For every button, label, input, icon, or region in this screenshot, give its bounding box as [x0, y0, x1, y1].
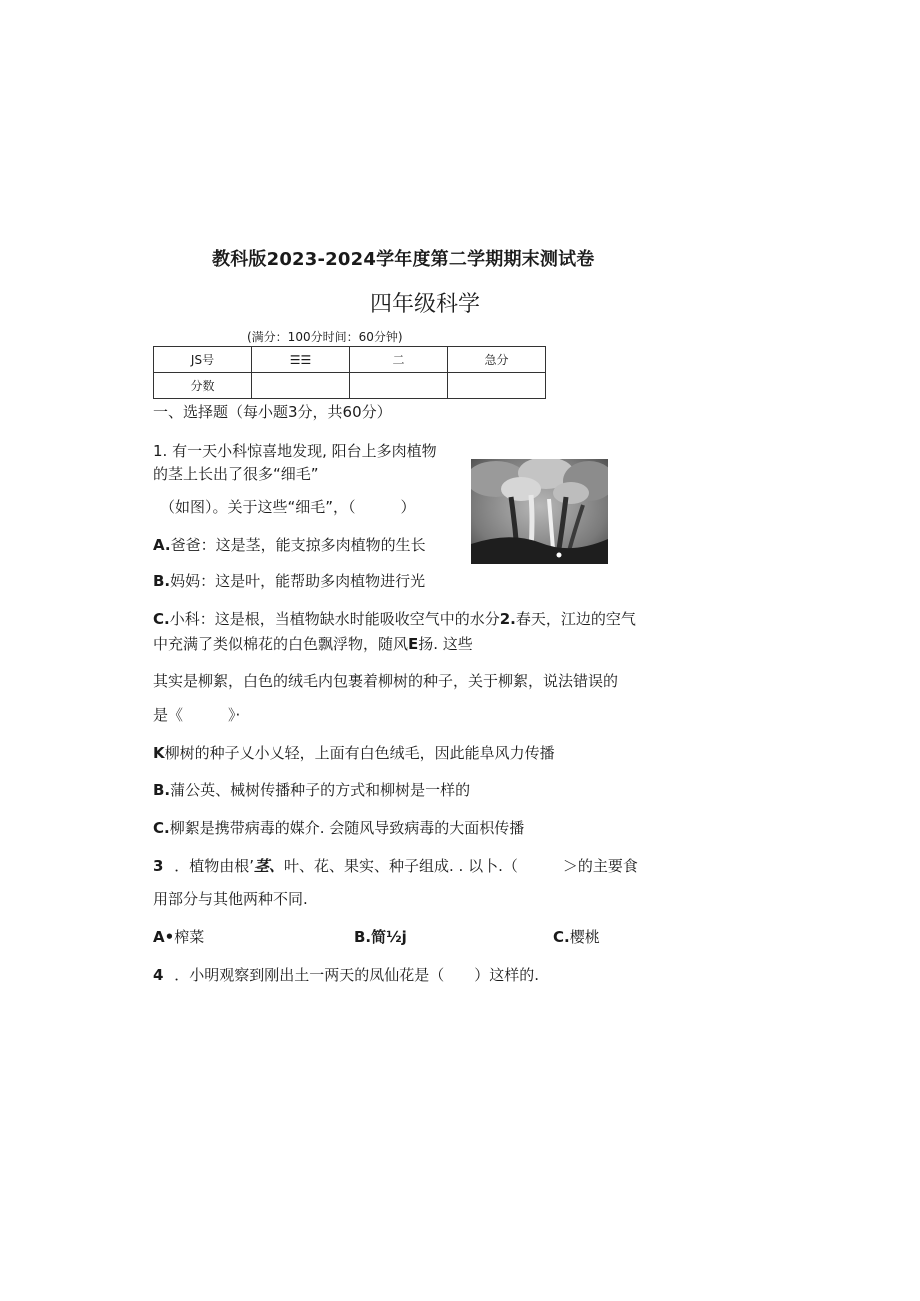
q1-line3: （如图）。关于这些“细毛”，（ ）: [160, 498, 416, 516]
table-row: [154, 373, 546, 399]
q2-option-b: [153, 780, 470, 800]
q3-line2: 用部分与其他两种不同.: [153, 890, 308, 908]
q1-option-c-and-q2: [153, 609, 636, 629]
option-label: C.: [153, 819, 170, 837]
q4-number: 4: [153, 966, 164, 984]
option-label: A•: [153, 928, 175, 946]
option-text: 柳絮是携带病毒的媒介. 会随风导致病毒的大面枳传播: [169, 819, 525, 837]
q2-option-k: [153, 743, 555, 763]
option-text: 妈妈：这是叶，能帮助多肉植物进行光: [170, 572, 426, 590]
table-cell: 分数: [154, 373, 252, 399]
q2-line3: 其实是柳絮，白色的绒毛内包裹着柳树的种子，关于柳絮，说法错误的: [153, 672, 619, 690]
section-heading: 一、选择题（每小题3分，共60分）: [153, 403, 392, 421]
q2-text: 扬. 这些: [418, 635, 473, 653]
table-cell: ☰☰: [252, 347, 350, 373]
option-text: 蒲公英、械树传播种子的方式和柳树是一样的: [170, 781, 471, 799]
q4-line1: [153, 965, 539, 985]
q3-text: 茎、: [254, 857, 285, 875]
option-label: C.: [153, 610, 170, 628]
q2-text: E: [408, 635, 419, 653]
option-text: 小科：这是根，当植物缺水时能吸收空气中的水分: [169, 610, 500, 628]
q3-option-b: [354, 927, 407, 947]
table-cell: 急分: [448, 347, 546, 373]
succulent-image: [471, 459, 608, 564]
exam-meta: (满分：100分时间：60分钟): [247, 330, 403, 344]
table-cell: [448, 373, 546, 399]
option-label: B.: [153, 572, 171, 590]
q2-line2: [153, 634, 473, 654]
q2-text: 中充满了类似棉花的白色飘浮物，随风: [153, 635, 409, 653]
table-row: [154, 347, 546, 373]
q2-number: 2.: [499, 610, 516, 628]
table-cell: 二: [350, 347, 448, 373]
q1-option-a: [153, 535, 426, 555]
score-table: [153, 346, 546, 399]
exam-subtitle: 四年级科学: [370, 292, 481, 317]
q1-option-b: [153, 571, 425, 591]
q3-text: ．植物由根’: [174, 857, 254, 875]
q2-line1: 春天，江边的空气: [515, 610, 636, 628]
q3-number: 3: [153, 857, 164, 875]
q3-line1: [153, 856, 638, 876]
succulent-photo: [471, 459, 608, 564]
q3-option-a: [153, 927, 204, 947]
q1-line2: 的茎上长出了很多“细毛”: [153, 465, 319, 483]
q4-text: ．小明观察到刚出土一两天的凤仙花是（ ）这样的.: [174, 966, 539, 984]
q1-line1: 1. 有一天小科惊喜地发现, 阳台上多肉植物: [153, 442, 437, 460]
option-text: 爸爸：这是茎，能支掠多肉植物的生长: [170, 536, 426, 554]
option-text: 简½j: [371, 928, 407, 946]
table-cell: JS号: [154, 347, 252, 373]
q2-line4: 是《 》·: [153, 706, 241, 724]
option-label: C.: [553, 928, 570, 946]
option-label: B.: [153, 781, 171, 799]
table-cell: [252, 373, 350, 399]
option-text: 樱桃: [569, 928, 600, 946]
exam-title: 教科版2023-2024学年度第二学期期末测试卷: [212, 249, 595, 270]
option-label: K: [153, 744, 165, 762]
option-text: 榨菜: [174, 928, 205, 946]
option-label: B.: [354, 928, 372, 946]
table-cell: [350, 373, 448, 399]
q2-option-c: [153, 818, 524, 838]
q3-text: 叶、花、果实、种子组成. . 以卜.（ ＞的主要食: [284, 857, 638, 875]
q3-option-c: [553, 927, 600, 947]
option-label: A.: [153, 536, 171, 554]
option-text: 柳树的种子乂小乂轻，上面有白色绒毛，因此能阜风力传播: [164, 744, 555, 762]
